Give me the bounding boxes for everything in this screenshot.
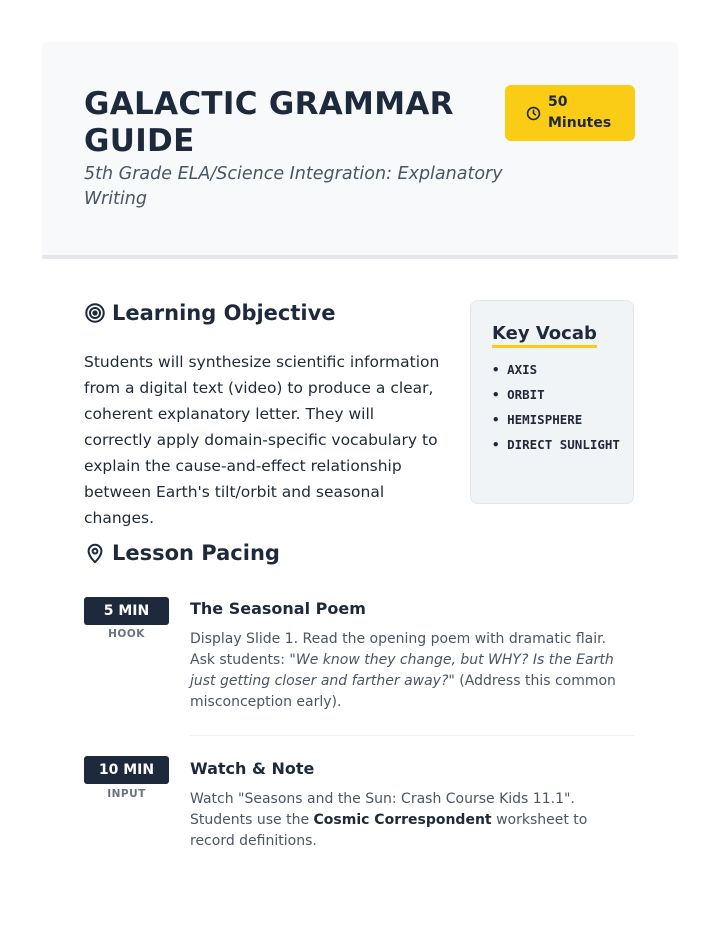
vocab-item: • AXIS xyxy=(492,362,538,377)
map-pin-icon xyxy=(84,542,106,564)
page-subtitle: 5th Grade ELA/Science Integration: Explanatory Writing xyxy=(84,164,503,209)
pacing-time-badge: 5 MIN xyxy=(84,597,169,625)
objective-heading: Learning Objective xyxy=(112,301,336,325)
target-icon xyxy=(84,302,106,324)
pacing-quote: "We know they change, but WHY? Is the Earth just getting closer and farther away?" xyxy=(190,652,614,689)
key-vocab-heading: Key Vocab xyxy=(492,323,597,348)
vocab-item: • ORBIT xyxy=(492,387,545,402)
clock-icon xyxy=(526,106,541,121)
pacing-phase-tag: INPUT xyxy=(107,788,146,800)
worksheet-name: Cosmic Correspondent xyxy=(313,812,492,828)
header-panel xyxy=(42,42,678,259)
pacing-heading: Lesson Pacing xyxy=(112,541,280,565)
objective-text: Students will synthesize scientific information from a digital text (video) to produce a clear, coherent explanatory letter. They will correctly apply domain-specific vocabulary to explain the cause-and-effect relationship between Earth's tilt/orbit and seasonal changes. xyxy=(84,353,440,527)
duration-number: 50 xyxy=(548,94,568,110)
objective-heading-row xyxy=(84,301,336,325)
pacing-heading-row xyxy=(84,541,280,565)
vocab-item: • HEMISPHERE xyxy=(492,412,583,427)
duration-text xyxy=(548,92,611,134)
pacing-item-description: Watch "Seasons and the Sun: Crash Course Kids 11.1". Students use the Cosmic Correspondent worksheet to record definitions. xyxy=(190,791,588,849)
page-title: GALACTIC GRAMMAR GUIDE xyxy=(84,86,454,159)
vocab-item: • DIRECT SUNLIGHT xyxy=(492,437,620,452)
pacing-divider xyxy=(190,735,634,736)
pacing-item-description: Display Slide 1. Read the opening poem with dramatic flair. Ask students: "We know they change, but WHY? Is the Earth just getting closer and farther away?" (Address this common misconception early). xyxy=(190,631,616,710)
duration-unit: Minutes xyxy=(548,115,612,131)
duration-badge xyxy=(505,85,635,141)
pacing-time-badge: 10 MIN xyxy=(84,756,169,784)
pacing-item-title: Watch & Note xyxy=(190,759,315,778)
key-vocab-card xyxy=(470,300,634,504)
pacing-item-title: The Seasonal Poem xyxy=(190,599,366,618)
vocab-list xyxy=(492,361,622,461)
pacing-phase-tag: HOOK xyxy=(108,628,145,640)
